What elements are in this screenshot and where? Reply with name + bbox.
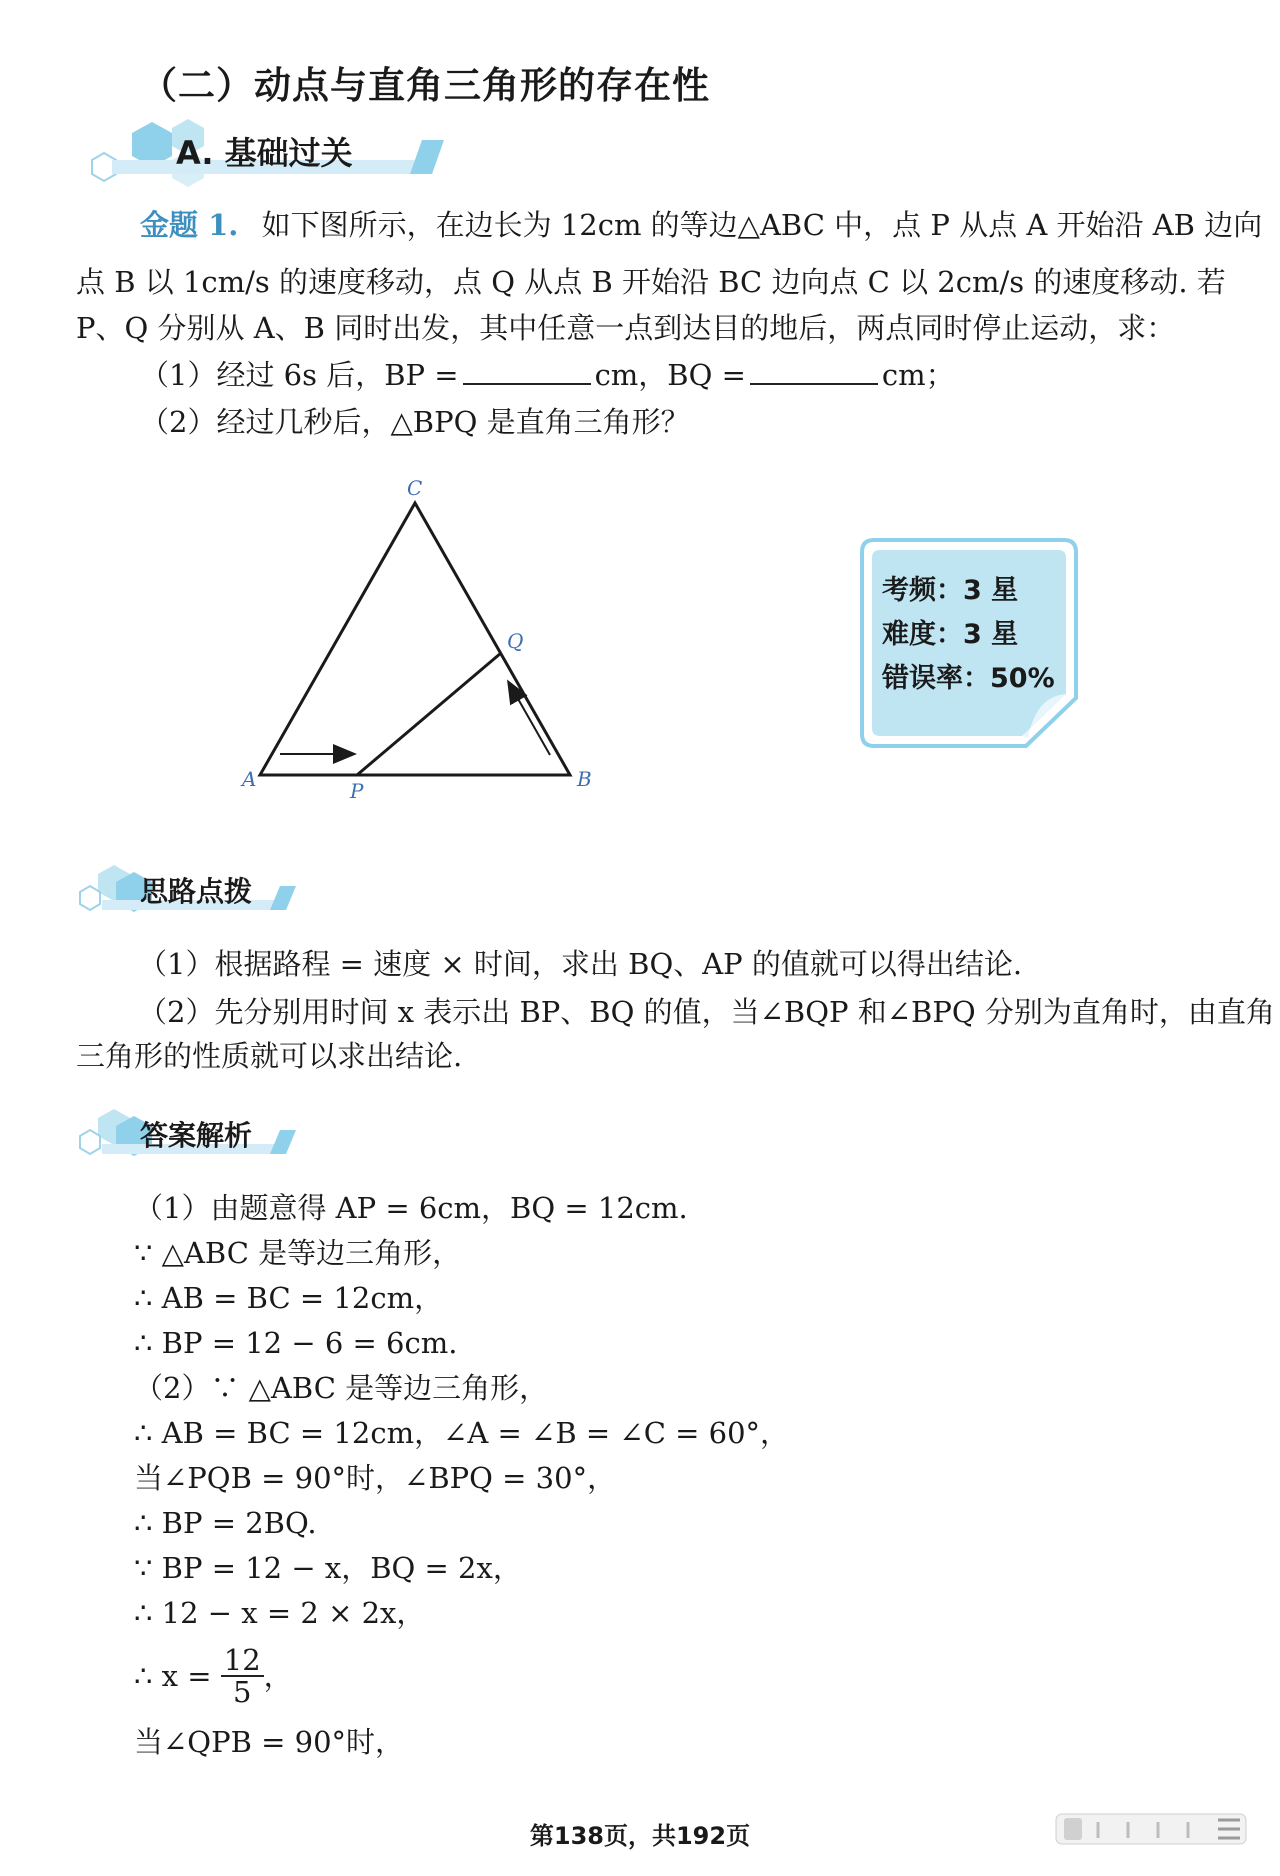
question-1: [140, 355, 955, 395]
problem-line-3: P、Q 分别从 A、B 同时出发，其中任意一点到达目的地后，两点同时停止运动，求：: [76, 311, 1176, 345]
problem-line-2: 点 B 以 1cm/s 的速度移动，点 Q 从点 B 开始沿 BC 边向点 C 以 2cm/s 的速度移动. 若: [76, 265, 1226, 299]
fraction-suffix: ，: [263, 1659, 293, 1693]
answer-line: 当∠PQB = 90°时，∠BPQ = 30°，: [134, 1461, 617, 1495]
tip-difficulty: 难度：3 星: [882, 619, 1019, 650]
triangle-figure: [225, 470, 625, 810]
answer-line: ∴ AB = BC = 12cm，∠A = ∠B = ∠C = 60°，: [134, 1416, 790, 1450]
section-header-basic: [72, 108, 452, 188]
question-1-suffix: cm；: [881, 358, 955, 392]
answer-label: 答案解析: [140, 1119, 253, 1152]
arrow-up-icon: [509, 683, 550, 755]
question-1-mid: cm，BQ =: [594, 358, 746, 392]
fraction: [221, 1645, 264, 1707]
answer-line: （1）由题意得 AP = 6cm，BQ = 12cm.: [134, 1191, 688, 1225]
problem-tag: 金题 1.: [140, 208, 239, 242]
answer-blank-bq[interactable]: [750, 357, 878, 385]
answer-line: ∴ 12 − x = 2 × 2x，: [134, 1596, 426, 1630]
tip-error-rate: 错误率：50%: [882, 663, 1055, 694]
answer-line: ∵ BP = 12 − x，BQ = 2x，: [134, 1551, 522, 1585]
vertex-label-a: A: [242, 767, 257, 791]
page-scrollbar[interactable]: [1054, 1808, 1254, 1852]
scrollbar-thumb[interactable]: [1064, 1818, 1082, 1840]
hint-label: 思路点拨: [140, 875, 253, 908]
answer-line: ∵ △ABC 是等边三角形，: [134, 1236, 462, 1270]
tip-frequency: 考频：3 星: [882, 575, 1019, 606]
answer-line: ∴ AB = BC = 12cm，: [134, 1281, 444, 1315]
point-label-q: Q: [507, 629, 524, 653]
hint-line-3: 三角形的性质就可以求出结论.: [76, 1039, 463, 1073]
segment-pq: [357, 653, 501, 775]
section-header-hint: [72, 852, 312, 932]
page-title: （二）动点与直角三角形的存在性: [140, 64, 710, 107]
section-header-answer: [72, 1096, 312, 1176]
answer-line: ∴ BP = 12 − 6 = 6cm.: [134, 1326, 458, 1360]
fraction-denominator: 5: [232, 1675, 252, 1709]
answer-line: ∴ BP = 2BQ.: [134, 1506, 317, 1540]
question-1-prefix: （1）经过 6s 后，BP =: [140, 358, 459, 392]
tip-card: [860, 538, 1078, 748]
answer-blank-bp[interactable]: [463, 357, 591, 385]
question-2: （2）经过几秒后，△BPQ 是直角三角形？: [140, 405, 690, 439]
fraction-numerator: 12: [221, 1645, 264, 1677]
section-label: A. 基础过关: [176, 134, 353, 172]
answer-line: （2）∵ △ABC 是等边三角形，: [134, 1371, 549, 1405]
vertex-label-b: B: [577, 767, 592, 791]
vertex-label-c: C: [407, 476, 423, 500]
point-label-p: P: [350, 779, 364, 803]
page-number: 第138页，共192页: [529, 1822, 751, 1850]
hint-line-1: （1）根据路程 = 速度 × 时间，求出 BQ、AP 的值就可以得出结论.: [138, 947, 1023, 981]
answer-fraction-line: [134, 1645, 293, 1707]
problem-line-1: [140, 205, 1262, 245]
fraction-prefix: ∴ x =: [134, 1659, 212, 1693]
problem-text-1: 如下图所示，在边长为 12cm 的等边△ABC 中，点 P 从点 A 开始沿 AB 边向: [261, 208, 1263, 242]
answer-line-last: 当∠QPB = 90°时，: [134, 1725, 405, 1759]
triangle-abc: [260, 503, 570, 775]
hint-line-2: （2）先分别用时间 x 表示出 BP、BQ 的值，当∠BQP 和∠BPQ 分别为直角时，由直角: [138, 995, 1275, 1029]
